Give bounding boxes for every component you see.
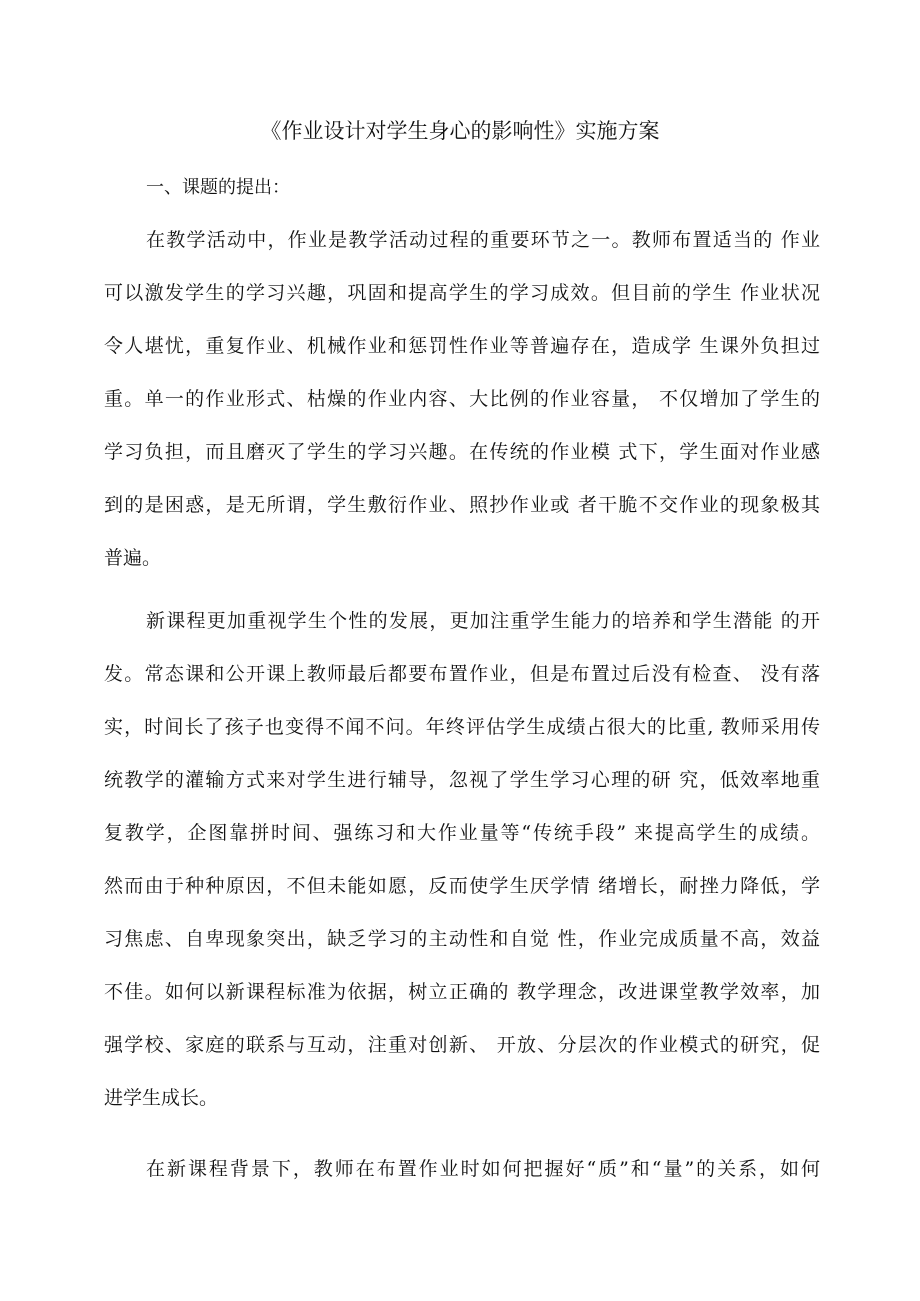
paragraph-line: 重。单一的作业形式、枯燥的作业内容、大比例的作业容量， 不仅增加了学生的 <box>104 388 820 410</box>
paragraph-line: 在新课程背景下，教师在布置作业时如何把握好“质”和“量”的关系，如何 <box>146 1158 820 1180</box>
paragraph-line: 然而由于种种原因，不但未能如愿，反而使学生厌学情 绪增长，耐挫力降低，学 <box>104 875 820 897</box>
paragraph-line: 进学生成长。 <box>104 1087 219 1109</box>
paragraph-line: 新课程更加重视学生个性的发展，更加注重学生能力的培养和学生潜能 的开 <box>146 610 820 632</box>
paragraph-line: 发。常态课和公开课上教师最后都要布置作业，但是布置过后没有检查、 没有落 <box>104 663 820 685</box>
paragraph-line: 普遍。 <box>104 547 162 569</box>
paragraph-line: 到的是困惑，是无所谓，学生敷衍作业、照抄作业或 者干脆不交作业的现象极其 <box>104 494 820 516</box>
paragraph-line: 在教学活动中，作业是教学活动过程的重要环节之一。教师布置适当的 作业 <box>146 229 820 251</box>
paragraph-line: 可以激发学生的学习兴趣，巩固和提高学生的学习成效。但目前的学生 作业状况 <box>104 282 820 304</box>
paragraph-line: 统教学的灌输方式来对学生进行辅导，忽视了学生学习心理的研 究，低效率地重 <box>104 769 820 791</box>
paragraph-line: 令人堪忧，重复作业、机械作业和惩罚性作业等普遍存在，造成学 生课外负担过 <box>104 335 820 357</box>
paragraph-line: 强学校、家庭的联系与互动，注重对创新、 开放、分层次的作业模式的研究，促 <box>104 1034 820 1056</box>
document-title: 《作业设计对学生身心的影响性》实施方案 <box>260 119 660 143</box>
paragraph-1 <box>104 214 820 585</box>
paragraph-line: 实，时间长了孩子也变得不闻不问。年终评估学生成绩占很大的比重, 教师采用传 <box>104 716 820 738</box>
paragraph-2 <box>104 595 820 1125</box>
section-heading: 一、课题的提出： <box>146 177 290 198</box>
paragraph-line: 复教学，企图靠拼时间、强练习和大作业量等“传统手段” 来提高学生的成绩。 <box>104 822 820 844</box>
paragraph-3 <box>104 1143 820 1196</box>
paragraph-line: 不佳。如何以新课程标准为依据，树立正确的 教学理念，改进课堂教学效率，加 <box>104 981 820 1003</box>
paragraph-line: 学习负担，而且磨灭了学生的学习兴趣。在传统的作业模 式下，学生面对作业感 <box>104 441 820 463</box>
paragraph-line: 习焦虑、自卑现象突出，缺乏学习的主动性和自觉 性，作业完成质量不高，效益 <box>104 928 820 950</box>
